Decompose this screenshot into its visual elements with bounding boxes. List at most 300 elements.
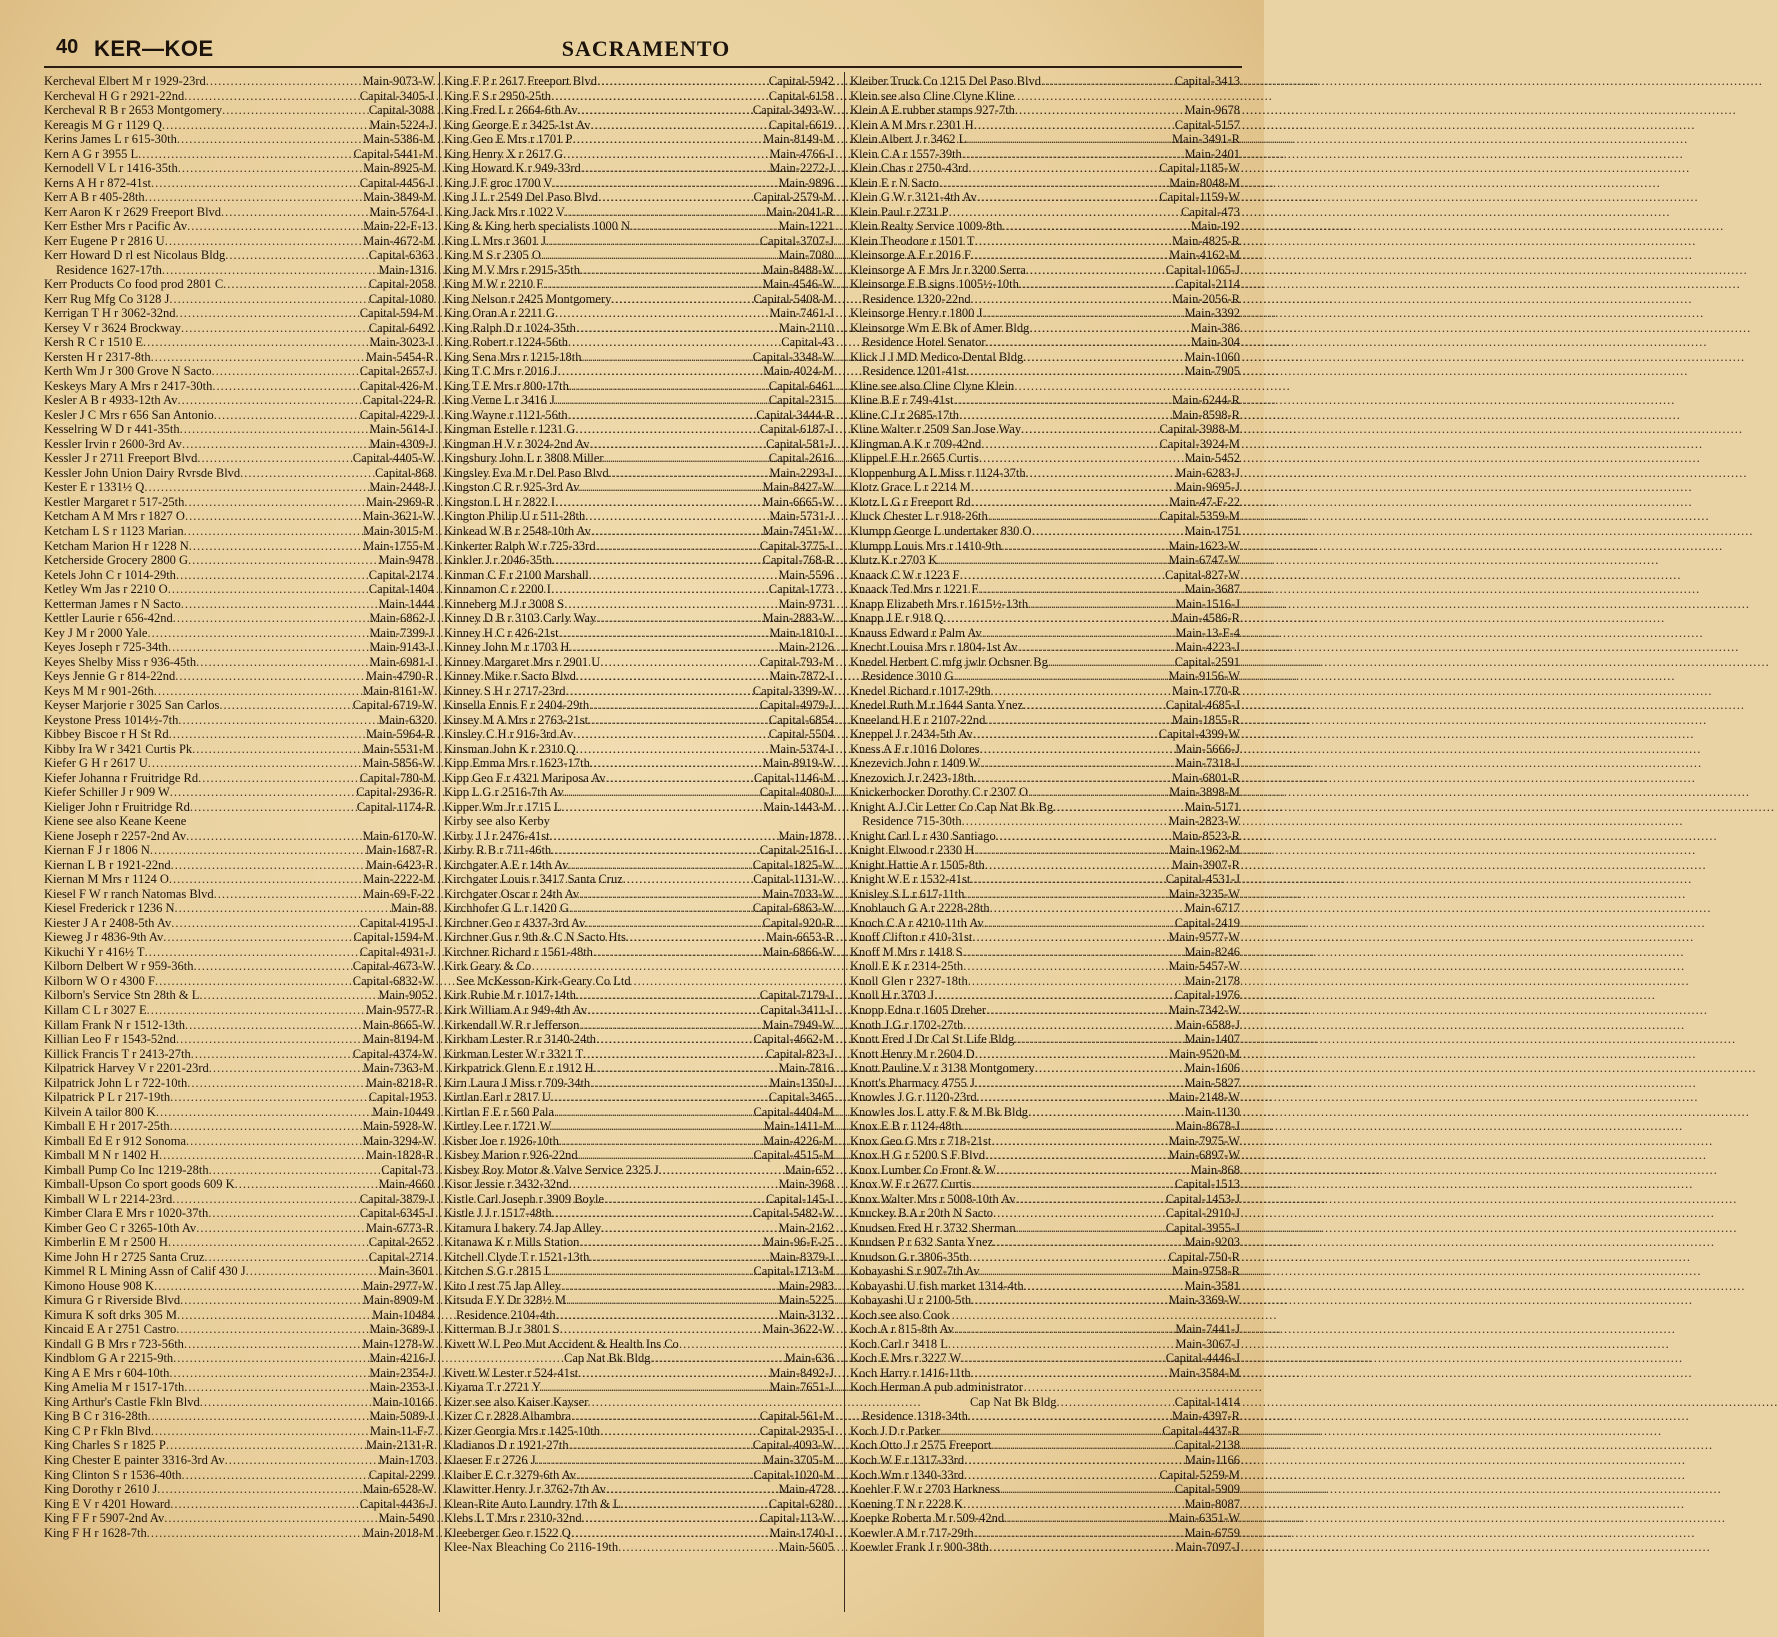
directory-entry [44,771,434,786]
directory-entry [850,350,1240,365]
dot-leader [991,684,1172,699]
entry-phone: Main-5089-J [369,1409,434,1424]
dot-leader [180,422,370,437]
entry-phone: Capital-3465 [768,1090,834,1105]
directory-entry [44,713,434,728]
dot-leader [223,277,369,292]
directory-entry [444,1395,834,1410]
directory-entry [850,756,1240,771]
dot-leader [212,379,359,394]
directory-entry [444,89,834,104]
entry-name: King George E r 3425-1st Av [444,117,591,132]
directory-entry [44,451,434,466]
entry-name: Kilpatrick P L r 217-19th [44,1090,171,1105]
dot-leader [971,1177,1174,1192]
dot-leader [971,495,1169,510]
entry-name: Kizer C r 2828 Alhambra [444,1409,572,1424]
entry-phone: Capital-4437-R [1162,1423,1240,1438]
directory-entry [444,1177,834,1192]
entry-name: Killam C L r 3027 E [44,1003,147,1017]
directory-entry [850,219,1240,234]
entry-name: Knaack C W r 1223 F [850,567,960,582]
entry-phone: Capital-1065-J [1165,262,1240,277]
dot-leader [971,248,1169,263]
entry-name: Kinkead W B r 2548-10th Av [444,523,591,538]
directory-entry [444,1468,834,1483]
entry-name: King T E Mrs r 800-17th [444,378,569,393]
entry-phone: Main-69-F-22 [363,886,434,901]
directory-entry [44,669,434,684]
dot-leader [969,1250,1168,1265]
entry-name: Kirtlan Earl r 2817 U [444,1090,551,1105]
directory-entry [444,988,834,1003]
entry-name: Koepke Roberta M r 509-42nd [850,1511,1005,1526]
dot-leader [178,713,378,728]
entry-name: Knudsen Fred H r 3732 Sherman [850,1220,1016,1235]
entry-phone: Capital-5942 [768,74,834,88]
dot-leader [176,1032,363,1047]
entry-phone: Capital-868 [374,465,434,480]
entry-phone: Capital-6619 [768,117,834,132]
entry-name: Kirtley Lee r 1721 W [444,1119,552,1134]
entry-name: Kesselring W D r 441-35th [44,422,180,437]
entry-name: Kimball-Upson Co sport goods 609 K [44,1177,235,1192]
dot-leader [974,771,1172,786]
entry-phone: Main-652 [784,1162,834,1177]
directory-entry [850,118,1240,133]
entry-phone: Capital-4436-J [359,1496,434,1511]
entry-name: Kinneberg M J r 3008 S [444,596,565,611]
entry-name: Keyes Shelby Miss r 936-45th [44,654,197,669]
entry-phone: Main-4766-J [769,146,834,161]
entry-name: Keskeys Mary A Mrs r 2417-30th [44,378,213,393]
entry-name: Kiernan M Mrs r 1124 O [44,872,169,887]
dot-leader [979,451,1185,466]
dot-leader [561,800,763,815]
dot-leader [168,640,369,655]
entry-phone: Capital-581-J [765,436,834,451]
dot-leader [1035,1061,1185,1076]
entry-phone: Main-386 [1190,320,1240,335]
entry-name: Keyes Joseph r 725-34th [44,640,168,655]
dot-leader [964,1468,1159,1483]
entry-phone: Main-1130 [1184,1104,1240,1119]
dot-leader [569,901,753,916]
entry-name: Kirkendall W R r Jefferson [444,1017,580,1032]
directory-entry [850,1395,1240,1410]
entry-name: Kitchell Clyde T r 1521-13th [444,1249,590,1264]
dot-leader [1028,597,1175,612]
directory-entry [44,1206,434,1221]
entry-phone: Capital-2935-J [759,1423,834,1438]
entry-name: Knedel Herbert C mfg jwlr Ochsner Bg [850,654,1048,669]
entry-phone: Main-3392 [1184,306,1240,321]
dot-leader [954,1322,1175,1337]
entry-phone: Capital-7179-J [759,988,834,1003]
directory-entry [44,480,434,495]
directory-entry [44,829,434,844]
directory-entry [44,263,434,278]
entry-phone: Capital-823-J [765,1046,834,1061]
dot-leader [576,1468,753,1483]
entry-name: Klein Albert J r 3462 L [850,132,967,147]
entry-phone: Main-7363-M [363,1061,434,1076]
entry-phone: Main-3132 [778,1307,834,1322]
entry-name: Kingston L H r 2822 I [444,494,555,509]
dot-leader [225,248,369,263]
entry-name: Kerr A B r 405-28th [44,190,145,205]
entry-name: Kilvein A tailor 800 K [44,1104,156,1119]
entry-phone: Main-7080 [778,248,834,263]
dot-leader [556,1308,779,1323]
directory-entry [444,422,834,437]
dot-leader [171,916,360,931]
directory-entry [850,1409,1240,1424]
directory-entry [850,1308,1240,1323]
entry-phone: Main-5605 [778,1540,834,1555]
dot-leader [589,1250,769,1265]
directory-entry [444,1308,834,1323]
entry-name: King C P r Fkln Blvd [44,1423,151,1438]
entry-name: Kness A F r 1016 Dolores [850,741,980,756]
dot-leader [970,872,1165,887]
entry-name: Kerth Wm J r 300 Grove N Sacto [44,364,212,379]
dot-leader [561,1279,778,1294]
dot-leader [178,161,363,176]
directory-entry [44,872,434,887]
entry-phone: Capital-1146-M [753,770,834,785]
entry-phone: Main-1810-J [769,625,834,640]
directory-entry [44,597,434,612]
directory-entry [44,611,434,626]
entry-phone: Main-1755-M [363,538,434,553]
entry-phone: Capital-920-R [762,915,834,930]
entry-phone: Main-192 [1190,219,1240,234]
dot-leader [993,1235,1184,1250]
entry-phone: Capital-6280 [768,1496,834,1511]
directory-entry [850,306,1240,321]
directory-entry [850,437,1240,452]
entry-phone: Main-88 [390,901,434,916]
entry-phone: Capital-4080-J [759,785,834,800]
dot-leader [214,408,360,423]
entry-phone: Capital-3399-W [752,683,834,698]
header-rule [44,66,1242,68]
directory-entry [850,495,1240,510]
dot-leader [597,74,769,89]
entry-name: Kimber Clara E Mrs r 1020-37th [44,1206,209,1221]
dot-leader [568,335,781,350]
entry-name: Kersey V r 3624 Brockway [44,320,182,335]
directory-entry [444,771,834,786]
directory-entry [444,1293,834,1308]
directory-entry [44,568,434,583]
entry-phone: Capital-2591 [1174,654,1240,669]
entry-phone: Main-5452 [1184,451,1240,466]
entry-phone: Main-1443-M [763,799,834,814]
entry-phone: Main-2293-J [769,465,834,480]
directory-entry [44,800,434,815]
dot-leader [606,771,754,786]
directory-entry [444,1438,834,1453]
entry-name: Kilborn Delbert W r 959-36th [44,959,194,974]
directory-entry [850,1337,1240,1352]
dot-leader [975,234,1172,249]
entry-phone: Main-3601 [378,1264,434,1279]
dot-leader [590,756,763,771]
entry-phone: Capital-4374-W [352,1046,434,1061]
dot-leader [582,350,753,365]
entry-phone: Main-7651-J [769,1380,834,1395]
dot-leader [585,509,769,524]
directory-entry [444,1424,834,1439]
directory-entry [44,118,434,133]
dot-leader [568,408,757,423]
entry-phone: Main-9731 [778,596,834,611]
dot-leader [192,742,363,757]
entry-name: Klumpp George L undertaker 830 O [850,523,1032,538]
entry-phone: Capital-1594-M [353,930,434,945]
directory-entry [850,800,1240,815]
directory-entry [850,1511,1240,1526]
entry-phone: Main-7097-J [1175,1540,1240,1555]
entry-name: Kleinsorge A F r 2016 F [850,248,971,263]
entry-phone: Main-5928-W [362,1119,434,1134]
entry-name: Kerr Eugene P r 2816 U [44,233,165,248]
directory-entry [850,1453,1240,1468]
entry-phone: Main-3622-W [762,1322,834,1337]
dot-leader [176,1322,369,1337]
directory-entry [444,582,834,597]
entry-name: King Ralph D r 1024-35th [444,320,576,335]
entry-phone: Main-8598-R [1171,407,1240,422]
entry-phone: Main-3687 [1184,582,1240,597]
directory-entry [44,1293,434,1308]
dot-leader [536,1453,764,1468]
directory-entry [850,1424,1240,1439]
directory-entry [850,234,1240,249]
dot-leader [162,118,370,133]
directory-entry [444,756,834,771]
entry-name: Kieliger John r Fruitridge Rd [44,799,190,814]
entry-phone: Main-5764-J [369,204,434,219]
entry-phone: Capital-793-M [759,654,834,669]
directory-entry [444,1250,834,1265]
entry-phone: Main-2823-W [1168,814,1240,829]
dot-leader [975,1076,1185,1091]
entry-name: Kirtlan F E r 560 Pala [444,1104,555,1119]
dot-leader [600,655,759,670]
dot-leader [541,248,779,263]
entry-phone: Main-9203 [1184,1235,1240,1250]
dot-leader [1023,698,1166,713]
entry-name: Kiefer Schiller J r 909 W [44,785,170,800]
entry-phone: Capital-3411-J [760,1003,834,1017]
directory-entry [44,437,434,452]
directory-entry [444,669,834,684]
entry-phone: Main-8909-M [363,1293,434,1308]
entry-phone: Capital-113-W [759,1511,834,1526]
entry-phone: Main-3581 [1184,1278,1240,1293]
directory-entry [44,843,434,858]
entry-phone: Main-5454-R [365,349,434,364]
directory-entry [444,74,834,89]
dot-leader [659,1163,785,1178]
dot-leader [1028,1105,1185,1120]
entry-phone: Capital-3879-J [359,1191,434,1206]
entry-name: Kesler A B r 4933-12th Av [44,393,178,408]
entry-name: Residence 1320-22nd [862,291,971,306]
dot-leader [963,1018,1175,1033]
entry-name: Klein Paul r 2731 P [850,204,949,219]
entry-phone: Main-6170-W [362,828,434,843]
directory-entry [44,248,434,263]
directory-entry [44,350,434,365]
entry-phone: Capital-145-J [765,1191,834,1206]
dot-leader [596,539,760,554]
entry-name: Kipp Geo F r 4321 Mariposa Av [444,770,606,785]
directory-entry [44,684,434,699]
entry-phone: Main-8427-W [762,480,834,495]
dot-leader [618,1540,778,1555]
entry-name: Kizer see also Kaiser Kayser [444,1394,589,1409]
directory-entry [850,698,1240,713]
entry-name: Kline B F r 749-41st [850,393,954,408]
entry-phone: Capital-473 [1180,204,1240,219]
page-header [56,36,1236,66]
entry-name: Knoth J G r 1702-27th [850,1017,964,1032]
dot-leader [209,1163,382,1178]
directory-entry [44,89,434,104]
directory-entry [850,858,1240,873]
entry-phone: Capital-1185-W [1159,161,1240,176]
entry-phone: Capital-2419 [1174,915,1240,930]
dot-leader [959,408,1172,423]
directory-entry [444,553,834,568]
entry-phone: Main-3689-J [369,1322,434,1337]
entry-phone: Main-2883-W [762,611,834,626]
entry-name: Kloppenburg A L Miss r 1124-37th [850,465,1026,480]
entry-phone: Capital-4979-J [759,698,834,713]
dot-leader [579,887,762,902]
entry-phone: Main-3294-W [362,1133,434,1148]
dot-leader [596,611,762,626]
directory-entry [44,742,434,757]
entry-phone: Main-6866-W [762,944,834,959]
directory-entry [850,843,1240,858]
entry-name: Koening T N r 2228 K [850,1496,964,1511]
dot-leader [593,945,763,960]
entry-name: Knauss Edward r Palm Av [850,625,982,640]
entry-name: Knoblauch G A r 2228-28th [850,901,990,916]
dot-leader [190,800,357,815]
entry-name: Klein see also Cline Clyne Kline [850,88,1015,103]
entry-phone: Capital-1825-W [752,857,834,872]
directory-entry [850,742,1240,757]
entry-phone: Main-6423-R [365,857,434,872]
directory-entry [850,364,1240,379]
directory-entry [444,814,834,829]
entry-phone: Main-304 [1190,335,1240,350]
dot-leader [154,684,363,699]
entry-name: King Dorothy r 2610 J [44,1482,158,1497]
dot-leader [199,988,378,1003]
entry-name: Kiyama T r 2721 Y [444,1380,541,1395]
entry-phone: Main-10484 [372,1307,434,1322]
entry-name: Kestler Margaret r 517-25th [44,494,185,509]
entry-name: King Howard K r 949-33rd [444,161,581,176]
entry-phone: Main-1703 [378,1452,434,1467]
directory-entry [850,785,1240,800]
dot-leader [1023,350,1184,365]
entry-name: Kimball W L r 2214-23rd [44,1191,173,1206]
directory-entry [44,335,434,350]
directory-entry [444,1061,834,1076]
directory-entry [850,292,1240,307]
dot-leader [171,858,366,873]
entry-phone: Main-11-F-7 [369,1423,434,1438]
directory-entry [44,74,434,89]
directory-entry [444,640,834,655]
dot-leader [144,480,369,495]
entry-name: Cap Nat Bk Bldg [564,1351,651,1366]
entry-name: King Nelson r 2425 Montgomery [444,291,612,306]
entry-phone: Main-7441-J [1175,1322,1240,1337]
entry-name: King J F groc 1700 V [444,175,553,190]
entry-name: Klick J J MD Medico-Dental Bldg [850,349,1024,364]
entry-name: Kito J rest 75 Jap Alley [444,1278,562,1293]
entry-name: Kisber Joe r 1926-10th [444,1133,559,1148]
entry-phone: Capital-5504 [768,727,834,742]
directory-entry [444,292,834,307]
entry-phone: Main-1221 [778,219,834,234]
entry-name: King Jack Mrs r 1022 V [444,204,565,219]
directory-entry [44,756,434,771]
entry-phone: Capital-1773 [768,582,834,597]
entry-phone: Main-8919-W [762,756,834,771]
directory-entry [850,190,1240,205]
dot-leader [200,1395,372,1410]
entry-name: Koch Harry r 1416-11th [850,1365,971,1380]
entry-phone: Main-5171 [1184,799,1240,814]
entry-phone: Main-9695-J [1175,480,1240,495]
dot-leader [621,1497,769,1512]
directory-entry [44,814,434,829]
directory-entry [850,901,1240,916]
directory-entry [44,988,434,1003]
entry-phone: Capital-3088 [368,103,434,118]
entry-name: Knox E B r 1124-48th [850,1119,962,1134]
directory-entry [850,451,1240,466]
entry-name: Kitsuda F Y Dr 328½ M [444,1293,566,1308]
directory-entry [44,1148,434,1163]
entry-name: Knott Pauline V r 3138 Montgomery [850,1061,1035,1076]
directory-entry [44,698,434,713]
dot-leader [184,1337,363,1352]
directory-entry [44,1003,434,1018]
entry-phone: Capital-6345-J [359,1206,434,1221]
directory-entry [44,234,434,249]
entry-phone: Main-6773-R [365,1220,434,1235]
directory-entry [44,277,434,292]
directory-entry [44,1090,434,1105]
directory-entry [44,1395,434,1410]
entry-name: Knedel Ruth M r 1644 Santa Ynez [850,698,1024,713]
directory-entry [850,916,1240,931]
directory-entry [44,1453,434,1468]
entry-phone: Capital-2299 [368,1467,434,1482]
entry-phone: Capital-4404-M [753,1104,834,1119]
